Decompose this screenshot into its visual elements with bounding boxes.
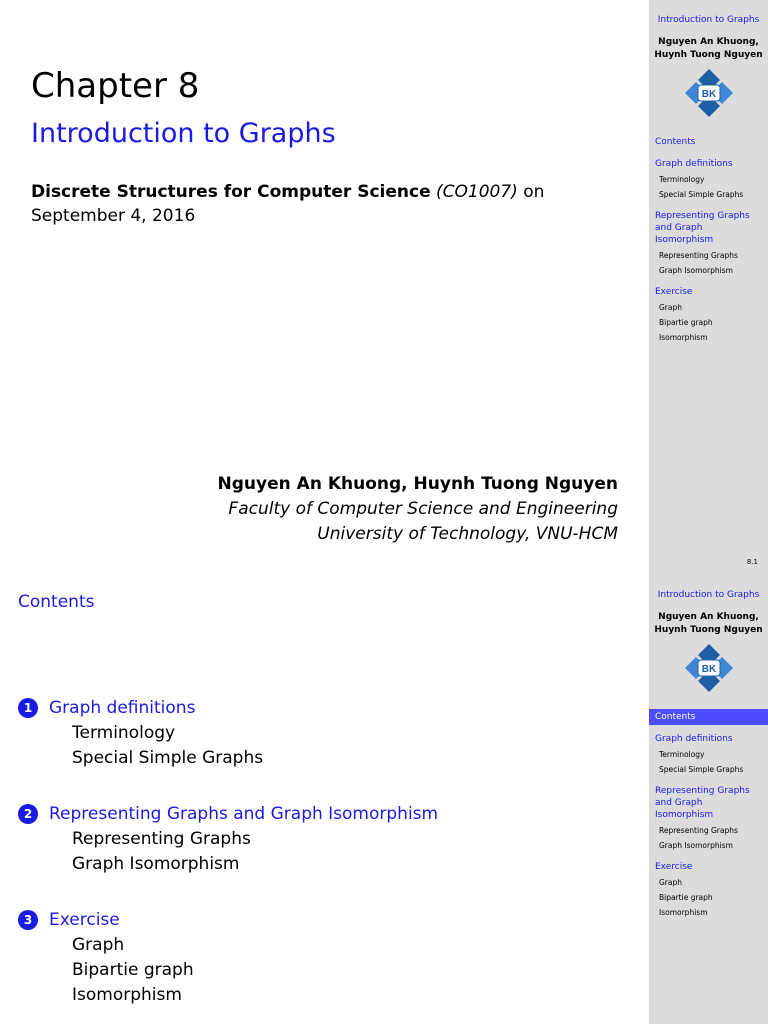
- sidebar-sub-isomorphism[interactable]: Isomorphism: [659, 333, 708, 342]
- sidebar-authors: [649, 611, 768, 637]
- sidebar-authors: [649, 36, 768, 62]
- toc-section-label: Representing Graphs and Graph Isomorphism: [49, 804, 439, 824]
- sidebar-section-graph-definitions[interactable]: Graph definitions: [655, 159, 733, 169]
- page-number: 8.1: [746, 558, 758, 566]
- sidebar-section-line: and Graph: [655, 798, 703, 808]
- course-name: Discrete Structures for Computer Science: [31, 182, 431, 202]
- toc-sub-representing-graphs[interactable]: Representing Graphs: [72, 829, 251, 849]
- slide-date: September 4, 2016: [31, 206, 196, 226]
- contents-title: Contents: [18, 592, 95, 612]
- chapter-heading: Chapter 8: [31, 66, 200, 106]
- sidebar-title[interactable]: Introduction to Graphs: [657, 15, 760, 25]
- slide-subtitle: Introduction to Graphs: [31, 118, 336, 149]
- sidebar-section-representing-graphs[interactable]: [649, 783, 768, 823]
- sidebar-sub-terminology[interactable]: Terminology: [659, 175, 705, 184]
- sidebar-sub-bipartie-graph[interactable]: Bipartie graph: [659, 318, 713, 327]
- toc-number-badge: 1: [18, 698, 38, 718]
- sidebar-sub-special-simple-graphs[interactable]: Special Simple Graphs: [659, 765, 744, 774]
- sidebar-sub-graph[interactable]: Graph: [659, 878, 683, 887]
- toc-sub-terminology[interactable]: Terminology: [72, 723, 176, 743]
- logo-text: BK: [701, 89, 716, 100]
- bk-logo-icon: [683, 68, 735, 124]
- sidebar-sub-graph[interactable]: Graph: [659, 303, 683, 312]
- bk-logo-icon: [683, 643, 735, 699]
- sidebar-section-line: Isomorphism: [655, 235, 714, 245]
- sidebar-section-line: Representing Graphs: [655, 211, 750, 221]
- sidebar-section-exercise[interactable]: Exercise: [655, 862, 693, 872]
- faculty-line: Faculty of Computer Science and Engineering: [228, 499, 618, 519]
- sidebar-section-line: and Graph: [655, 223, 703, 233]
- toc-sub-bipartie-graph[interactable]: Bipartie graph: [72, 960, 194, 980]
- contents-slide: [0, 575, 768, 1024]
- sidebar-sub-representing-graphs[interactable]: Representing Graphs: [659, 826, 738, 835]
- sidebar: [649, 575, 768, 1024]
- toc-number-badge: 3: [18, 910, 38, 930]
- course-line: [31, 180, 591, 228]
- toc-section-label: Exercise: [49, 910, 120, 930]
- author-block: [218, 472, 618, 547]
- sidebar-author-line: Nguyen An Khuong,: [658, 612, 759, 622]
- sidebar-section-representing-graphs[interactable]: [649, 208, 768, 248]
- sidebar-sub-bipartie-graph[interactable]: Bipartie graph: [659, 893, 713, 902]
- toc-sub-isomorphism[interactable]: Isomorphism: [72, 985, 182, 1005]
- sidebar-section-graph-definitions[interactable]: Graph definitions: [655, 734, 733, 744]
- sidebar-contents[interactable]: Contents: [655, 137, 696, 147]
- logo-text: BK: [701, 664, 716, 675]
- sidebar-author-line: Nguyen An Khuong,: [658, 37, 759, 47]
- sidebar-nav: [649, 134, 768, 345]
- university-line: University of Technology, VNU-HCM: [317, 524, 618, 544]
- toc-section-exercise[interactable]: [18, 907, 618, 933]
- sidebar-title[interactable]: Introduction to Graphs: [657, 590, 760, 600]
- sidebar-sub-special-simple-graphs[interactable]: Special Simple Graphs: [659, 190, 744, 199]
- table-of-contents: [18, 695, 618, 1008]
- sidebar-contents-active[interactable]: Contents: [649, 709, 768, 725]
- toc-sub-graph-isomorphism[interactable]: Graph Isomorphism: [72, 854, 240, 874]
- sidebar-author-line: Huynh Tuong Nguyen: [654, 625, 763, 635]
- sidebar-sub-isomorphism[interactable]: Isomorphism: [659, 908, 708, 917]
- toc-section-graph-definitions[interactable]: [18, 695, 618, 721]
- sidebar-author-line: Huynh Tuong Nguyen: [654, 50, 763, 60]
- sidebar-section-line: Representing Graphs: [655, 786, 750, 796]
- course-on: on: [517, 182, 545, 202]
- sidebar-sub-graph-isomorphism[interactable]: Graph Isomorphism: [659, 266, 733, 275]
- sidebar-sub-terminology[interactable]: Terminology: [659, 750, 705, 759]
- sidebar-nav: [649, 709, 768, 920]
- sidebar-section-line: Isomorphism: [655, 810, 714, 820]
- toc-number-badge: 2: [18, 804, 38, 824]
- sidebar: [649, 0, 768, 575]
- toc-sub-graph[interactable]: Graph: [72, 935, 125, 955]
- course-code: (CO1007): [436, 182, 518, 202]
- toc-sub-special-simple-graphs[interactable]: Special Simple Graphs: [72, 748, 264, 768]
- author-names: Nguyen An Khuong, Huynh Tuong Nguyen: [217, 474, 618, 494]
- sidebar-section-exercise[interactable]: Exercise: [655, 287, 693, 297]
- sidebar-sub-graph-isomorphism[interactable]: Graph Isomorphism: [659, 841, 733, 850]
- sidebar-sub-representing-graphs[interactable]: Representing Graphs: [659, 251, 738, 260]
- toc-section-label: Graph definitions: [49, 698, 196, 718]
- toc-section-representing-graphs[interactable]: [18, 801, 618, 827]
